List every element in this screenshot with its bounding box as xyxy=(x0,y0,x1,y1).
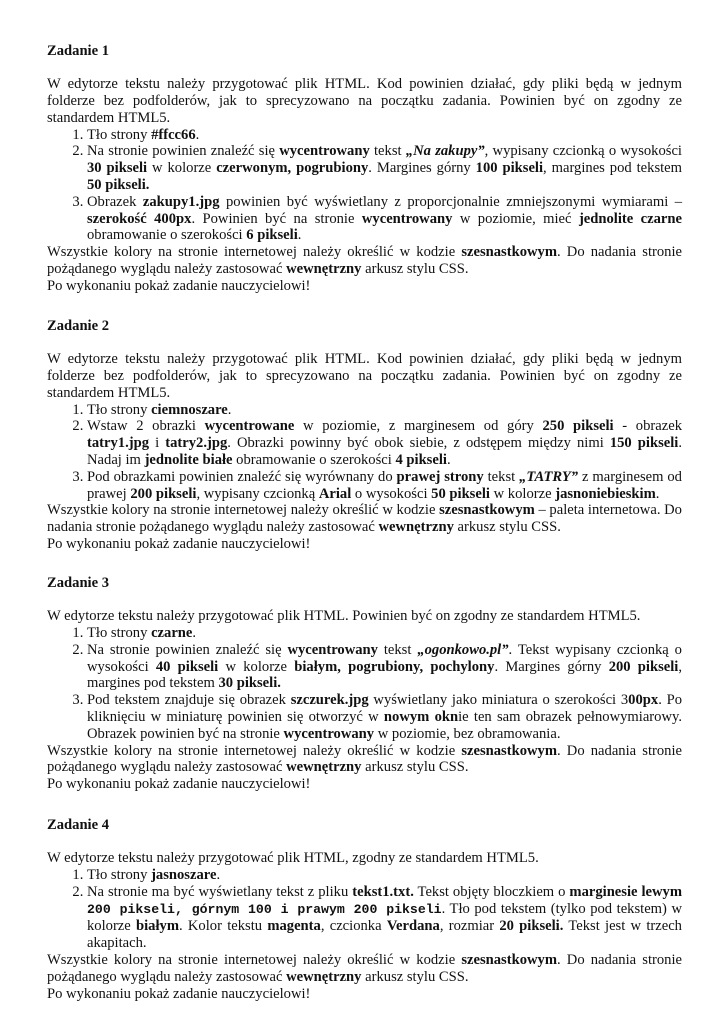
task-4-title: Zadanie 4 xyxy=(47,817,110,833)
task-1-title: Zadanie 1 xyxy=(47,43,110,59)
task-1-item-3: 3. Obrazek zakupy1.jpg powinien być wyświetlany z proporcjonalnie zmniejszonymi wymiarami – szerokość 400px. Powinien być na stronie wycentrowany w poziomie, mieć jednolite czarne obramowanie o szerokości 6 pikseli. xyxy=(87,194,682,244)
task-4-item-2: 2. Na stronie ma być wyświetlany tekst z pliku tekst1.txt. Tekst objęty bloczkiem o marginesie lewym 200 pikseli, górnym 100 i prawym 200 pikseli. Tło pod tekstem (tylko pod tekstem) w kolorze białym. Kolor tekstu magenta, czcionka Verdana, rozmiar 20 pikseli. Tekst jest w trzech akapitach. xyxy=(87,884,682,952)
task-1 xyxy=(47,43,682,295)
task-1-item-1: 1. Tło strony #ffcc66. xyxy=(87,127,682,144)
task-2 xyxy=(47,318,682,553)
task-1-final: Po wykonaniu pokaż zadanie nauczycielowi! xyxy=(47,277,311,294)
task-2-item-2: 2. Wstaw 2 obrazki wycentrowane w poziomie, z marginesem od góry 250 pikseli - obrazek tatry1.jpg i tatry2.jpg. Obrazki powinny być obok siebie, z odstępem między nimi 150 pikseli. Nadaj im jednolite białe obramowanie o szerokości 4 pikseli. xyxy=(87,418,682,468)
task-2-title: Zadanie 2 xyxy=(47,318,110,334)
task-2-item-3: 3. Pod obrazkami powinien znaleźć się wyrównany do prawej strony tekst „TATRY” z marginesem od prawej 200 pikseli, wypisany czcionką Arial o wysokości 50 pikseli w kolorze jasnoniebieskim. xyxy=(87,469,682,503)
task-2-intro: W edytorze tekstu należy przygotować plik HTML. Kod powinien działać, gdy pliki będą w jednym folderze bez podfolderów, jak to sprecyzowano na początku zadania. Powinien być on zgodny ze standardem HTML5. xyxy=(47,351,682,401)
task-4-final: Po wykonaniu pokaż zadanie nauczycielowi! xyxy=(47,985,311,1002)
task-4 xyxy=(47,817,682,1002)
task-4-item-1: 1. Tło strony jasnoszare. xyxy=(87,867,682,884)
task-3-list xyxy=(47,625,682,743)
task-4-intro: W edytorze tekstu należy przygotować plik HTML, zgodny ze standardem HTML5. xyxy=(47,850,539,867)
task-3 xyxy=(47,575,682,793)
task-4-outro: Wszystkie kolory na stronie internetowej należy określić w kodzie szesnastkowym. Do nadania stronie pożądanego wyglądu należy zastosować wewnętrzny arkusz stylu CSS. xyxy=(47,952,682,985)
task-2-outro: Wszystkie kolory na stronie internetowej należy określić w kodzie szesnastkowym – paleta internetowa. Do nadania stronie pożądanego wyglądu należy zastosować wewnętrzny arkusz stylu CSS. xyxy=(47,502,682,536)
task-2-item-1: 1. Tło strony ciemnoszare. xyxy=(87,402,682,419)
task-2-list xyxy=(47,402,682,503)
task-3-item-1: 1. Tło strony czarne. xyxy=(87,625,682,642)
task-3-intro: W edytorze tekstu należy przygotować plik HTML. Powinien być on zgodny ze standardem HTML5. xyxy=(47,608,641,625)
task-1-item-2: 2. Na stronie powinien znaleźć się wycentrowany tekst „Na zakupy”, wypisany czcionką o wysokości 30 pikseli w kolorze czerwonym, pogrubiony. Margines górny 100 pikseli, margines pod tekstem 50 pikseli. xyxy=(87,143,682,193)
task-1-list xyxy=(47,127,682,245)
task-3-final: Po wykonaniu pokaż zadanie nauczycielowi! xyxy=(47,776,311,793)
task-4-list xyxy=(47,867,682,952)
task-3-outro: Wszystkie kolory na stronie internetowej należy określić w kodzie szesnastkowym. Do nadania stronie pożądanego wyglądu należy zastosować wewnętrzny arkusz stylu CSS. xyxy=(47,742,682,776)
task-2-final: Po wykonaniu pokaż zadanie nauczycielowi! xyxy=(47,536,311,553)
task-3-item-2: 2. Na stronie powinien znaleźć się wycentrowany tekst „ogonkowo.pl”. Tekst wypisany czcionką o wysokości 40 pikseli w kolorze białym, pogrubiony, pochylony. Margines górny 200 pikseli, margines pod tekstem 30 pikseli. xyxy=(87,642,682,692)
task-3-title: Zadanie 3 xyxy=(47,575,110,591)
task-3-item-3: 3. Pod tekstem znajduje się obrazek szczurek.jpg wyświetlany jako miniatura o szerokości 300px. Po kliknięciu w miniaturę powinien się otworzyć w nowym oknie ten sam obrazek pełnowymiarowy. Obrazek powinien być na stronie wycentrowany w poziomie, bez obramowania. xyxy=(87,692,682,742)
task-1-outro: Wszystkie kolory na stronie internetowej należy określić w kodzie szesnastkowym. Do nadania stronie pożądanego wyglądu należy zastosować wewnętrzny arkusz stylu CSS. xyxy=(47,244,682,278)
task-1-intro: W edytorze tekstu należy przygotować plik HTML. Kod powinien działać, gdy pliki będą w jednym folderze bez podfolderów, jak to sprecyzowano na początku zadania. Powinien być on zgodny ze standardem HTML5. xyxy=(47,76,682,126)
